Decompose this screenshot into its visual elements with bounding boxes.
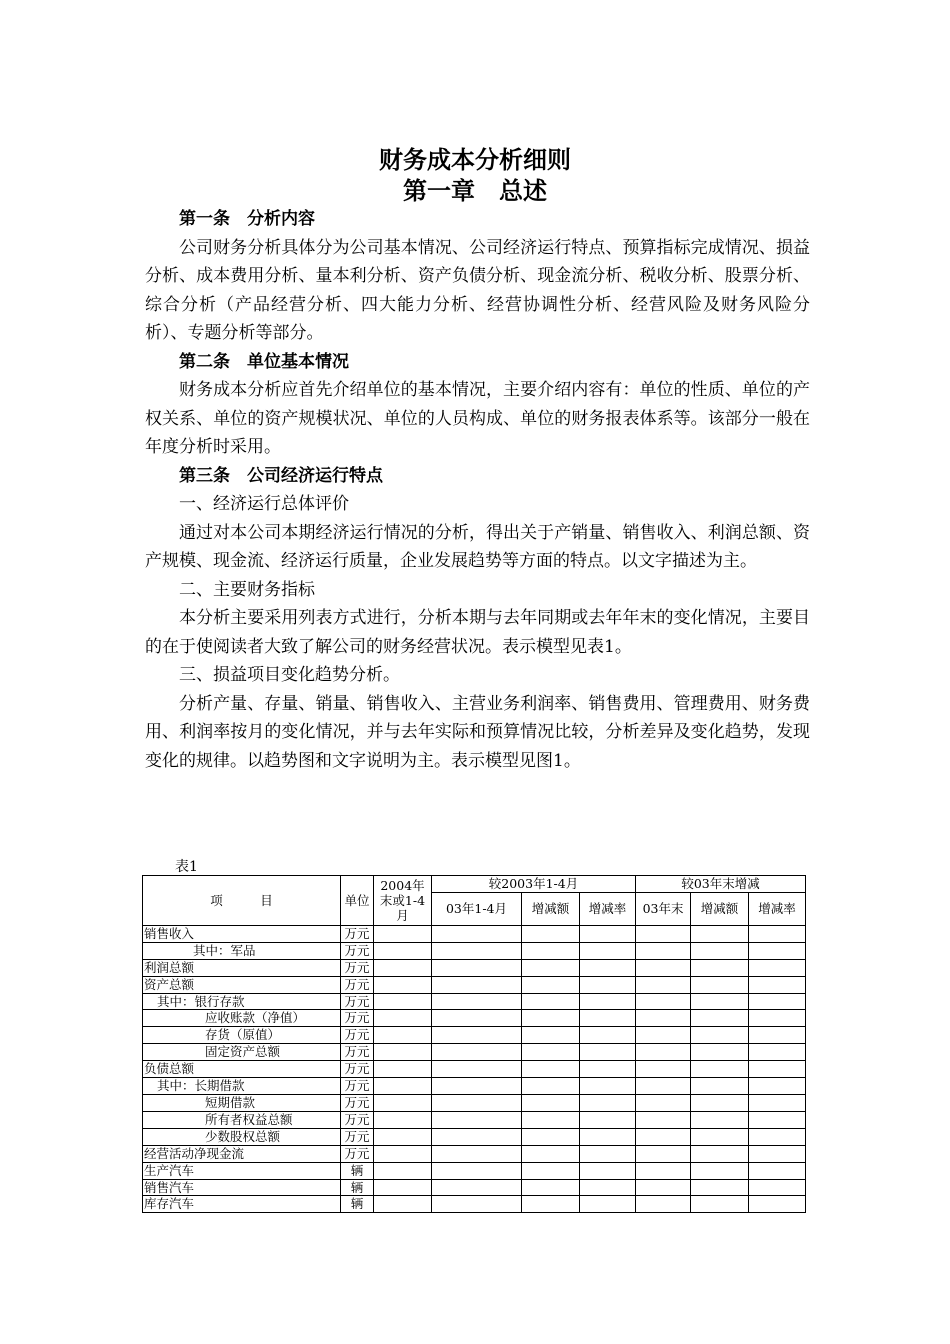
empty-cell [522,1044,580,1061]
empty-cell [580,1061,636,1078]
table-row [143,1078,806,1095]
empty-cell [374,1128,432,1145]
row-item: 少数股权总额 [143,1128,341,1145]
document-body [145,205,810,775]
subheader-03-end: 03年末 [636,892,691,925]
empty-cell [636,1179,691,1196]
empty-cell [432,925,522,942]
empty-cell [691,1010,749,1027]
row-item: 应收账款（净值） [143,1010,341,1027]
empty-cell [691,942,749,959]
empty-cell [691,1111,749,1128]
chapter-title: 第一章 总述 [403,176,547,205]
empty-cell [749,993,806,1010]
row-item: 其中：长期借款 [143,1078,341,1095]
empty-cell [691,1145,749,1162]
paragraph: 一、经济运行总体评价 [179,494,349,514]
row-unit: 万元 [341,959,374,976]
section-heading: 第三条 公司经济运行特点 [179,465,383,486]
empty-cell [636,1044,691,1061]
empty-cell [522,925,580,942]
empty-cell [522,993,580,1010]
empty-cell [374,976,432,993]
section-heading: 第二条 单位基本情况 [179,351,349,372]
empty-cell [580,1044,636,1061]
empty-cell [374,993,432,1010]
financial-indicator-table [142,875,806,1213]
empty-cell [432,1111,522,1128]
empty-cell [580,1027,636,1044]
row-item: 经营活动净现金流 [143,1145,341,1162]
empty-cell [580,925,636,942]
row-item: 负债总额 [143,1061,341,1078]
row-unit: 万元 [341,1078,374,1095]
empty-cell [691,925,749,942]
row-item: 生产汽车 [143,1162,341,1179]
empty-cell [374,1196,432,1213]
empty-cell [749,959,806,976]
row-unit: 万元 [341,1061,374,1078]
empty-cell [691,993,749,1010]
table-row [143,1027,806,1044]
empty-cell [432,1094,522,1111]
empty-cell [522,1179,580,1196]
empty-cell [374,1027,432,1044]
empty-cell [691,1128,749,1145]
row-unit: 万元 [341,1094,374,1111]
subheader-change-amount-2: 增减额 [691,892,749,925]
empty-cell [522,976,580,993]
table-row [143,1128,806,1145]
empty-cell [432,1162,522,1179]
empty-cell [432,1061,522,1078]
empty-cell [749,1111,806,1128]
header-unit: 单位 [341,876,374,926]
empty-cell [580,1010,636,1027]
empty-cell [691,1094,749,1111]
row-unit: 万元 [341,976,374,993]
empty-cell [580,1128,636,1145]
row-unit: 万元 [341,1111,374,1128]
empty-cell [522,1128,580,1145]
empty-cell [374,1061,432,1078]
empty-cell [580,1111,636,1128]
empty-cell [636,1061,691,1078]
table-row [143,959,806,976]
empty-cell [636,993,691,1010]
table-row [143,925,806,942]
table-row [143,976,806,993]
empty-cell [749,1044,806,1061]
table-row [143,1162,806,1179]
empty-cell [432,942,522,959]
section-heading: 第一条 分析内容 [179,209,315,229]
row-unit: 万元 [341,1128,374,1145]
row-unit: 万元 [341,1010,374,1027]
paragraph: 通过对本公司本期经济运行情况的分析，得出关于产销量、销售收入、利润总额、资产规模、现金流、经济运行质量，企业发展趋势等方面的特点。以文字描述为主。 [145,522,810,571]
row-unit: 辆 [341,1179,374,1196]
empty-cell [432,1044,522,1061]
table-row [143,1010,806,1027]
row-unit: 辆 [341,1162,374,1179]
empty-cell [691,1162,749,1179]
table-row [143,993,806,1010]
row-unit: 万元 [341,1145,374,1162]
table-row [143,1061,806,1078]
empty-cell [691,1078,749,1095]
empty-cell [374,1162,432,1179]
empty-cell [636,1078,691,1095]
empty-cell [580,993,636,1010]
subheader-change-rate: 增减率 [580,892,636,925]
empty-cell [636,1196,691,1213]
empty-cell [749,1179,806,1196]
row-item: 存货（原值） [143,1027,341,1044]
empty-cell [432,1010,522,1027]
table-row [143,1044,806,1061]
subheader-03-1-4: 03年1-4月 [432,892,522,925]
row-item: 利润总额 [143,959,341,976]
empty-cell [374,1111,432,1128]
empty-cell [522,1027,580,1044]
paragraph: 财务成本分析应首先介绍单位的基本情况，主要介绍内容有：单位的性质、单位的产权关系、单位的资产规模状况、单位的人员构成、单位的财务报表体系等。该部分一般在年度分析时采用。 [145,380,810,457]
empty-cell [374,1078,432,1095]
empty-cell [749,1010,806,1027]
row-item: 固定资产总额 [143,1044,341,1061]
empty-cell [432,1128,522,1145]
table-row [143,1179,806,1196]
empty-cell [749,976,806,993]
row-item: 所有者权益总额 [143,1111,341,1128]
table-row [143,1094,806,1111]
empty-cell [580,1145,636,1162]
row-unit: 辆 [341,1196,374,1213]
row-unit: 万元 [341,993,374,1010]
empty-cell [691,1196,749,1213]
empty-cell [636,1145,691,1162]
empty-cell [374,959,432,976]
empty-cell [432,1196,522,1213]
row-item: 短期借款 [143,1094,341,1111]
empty-cell [636,1010,691,1027]
paragraph: 二、主要财务指标 [179,579,315,600]
empty-cell [749,925,806,942]
empty-cell [691,959,749,976]
empty-cell [691,1027,749,1044]
row-unit: 万元 [341,942,374,959]
empty-cell [749,942,806,959]
paragraph: 分析产量、存量、销量、销售收入、主营业务利润率、销售费用、管理费用、财务费用、利润率按月的变化情况，并与去年实际和预算情况比较，分析差异及变化趋势，发现变化的规律。以趋势图和文字说明为主。表示模型见图1。 [145,693,810,771]
empty-cell [749,1162,806,1179]
row-item: 其中：军品 [143,942,341,959]
paragraph: 公司财务分析具体分为公司基本情况、公司经济运行特点、预算指标完成情况、损益分析、成本费用分析、量本利分析、资产负债分析、现金流分析、税收分析、股票分析、综合分析（产品经营分析、四大能力分析、经营协调性分析、经营风险及财务风险分析）、专题分析等部分。 [145,237,810,343]
empty-cell [636,1111,691,1128]
empty-cell [580,1078,636,1095]
empty-cell [580,942,636,959]
empty-cell [636,1162,691,1179]
empty-cell [432,1179,522,1196]
table-row [143,1196,806,1213]
empty-cell [522,1078,580,1095]
empty-cell [636,1094,691,1111]
header-item: 项 目 [143,876,341,926]
document-title: 财务成本分析细则 [379,145,571,174]
empty-cell [636,1027,691,1044]
empty-cell [691,1044,749,1061]
empty-cell [580,1196,636,1213]
empty-cell [522,1196,580,1213]
empty-cell [522,959,580,976]
subheader-change-amount: 增减额 [522,892,580,925]
empty-cell [580,1094,636,1111]
table-header-row [143,876,806,893]
header-2004: 2004年末或1-4月 [374,876,432,926]
empty-cell [580,959,636,976]
row-unit: 万元 [341,1027,374,1044]
empty-cell [374,1145,432,1162]
empty-cell [691,976,749,993]
empty-cell [374,1179,432,1196]
empty-cell [432,993,522,1010]
paragraph: 本分析主要采用列表方式进行，分析本期与去年同期或去年年末的变化情况，主要目的在于使阅读者大致了解公司的财务经营状况。表示模型见表1。 [145,608,810,657]
empty-cell [522,1145,580,1162]
empty-cell [522,1162,580,1179]
empty-cell [374,942,432,959]
empty-cell [374,1010,432,1027]
row-item: 资产总额 [143,976,341,993]
empty-cell [636,976,691,993]
empty-cell [636,1128,691,1145]
empty-cell [522,1061,580,1078]
empty-cell [749,1128,806,1145]
empty-cell [636,942,691,959]
empty-cell [691,1179,749,1196]
paragraph: 三、损益项目变化趋势分析。 [179,665,400,685]
row-item: 销售汽车 [143,1179,341,1196]
empty-cell [522,1111,580,1128]
empty-cell [691,1061,749,1078]
empty-cell [580,976,636,993]
header-group-2003: 较2003年1-4月 [432,876,636,893]
empty-cell [749,1196,806,1213]
empty-cell [580,1179,636,1196]
empty-cell [374,925,432,942]
header-group-03-end: 较03年末增减 [636,876,806,893]
row-unit: 万元 [341,1044,374,1061]
empty-cell [749,1078,806,1095]
empty-cell [749,1027,806,1044]
empty-cell [749,1061,806,1078]
table-row [143,942,806,959]
row-unit: 万元 [341,925,374,942]
empty-cell [636,959,691,976]
empty-cell [374,1094,432,1111]
table-caption: 表1 [175,859,198,875]
subheader-change-rate-2: 增减率 [749,892,806,925]
row-item: 其中：银行存款 [143,993,341,1010]
empty-cell [749,1145,806,1162]
table-row [143,1111,806,1128]
empty-cell [374,1044,432,1061]
row-item: 销售收入 [143,925,341,942]
empty-cell [432,1145,522,1162]
empty-cell [580,1162,636,1179]
row-item: 库存汽车 [143,1196,341,1213]
empty-cell [522,942,580,959]
empty-cell [749,1094,806,1111]
empty-cell [522,1010,580,1027]
empty-cell [636,925,691,942]
empty-cell [432,976,522,993]
table-row [143,1145,806,1162]
empty-cell [432,1027,522,1044]
empty-cell [432,959,522,976]
empty-cell [522,1094,580,1111]
empty-cell [432,1078,522,1095]
